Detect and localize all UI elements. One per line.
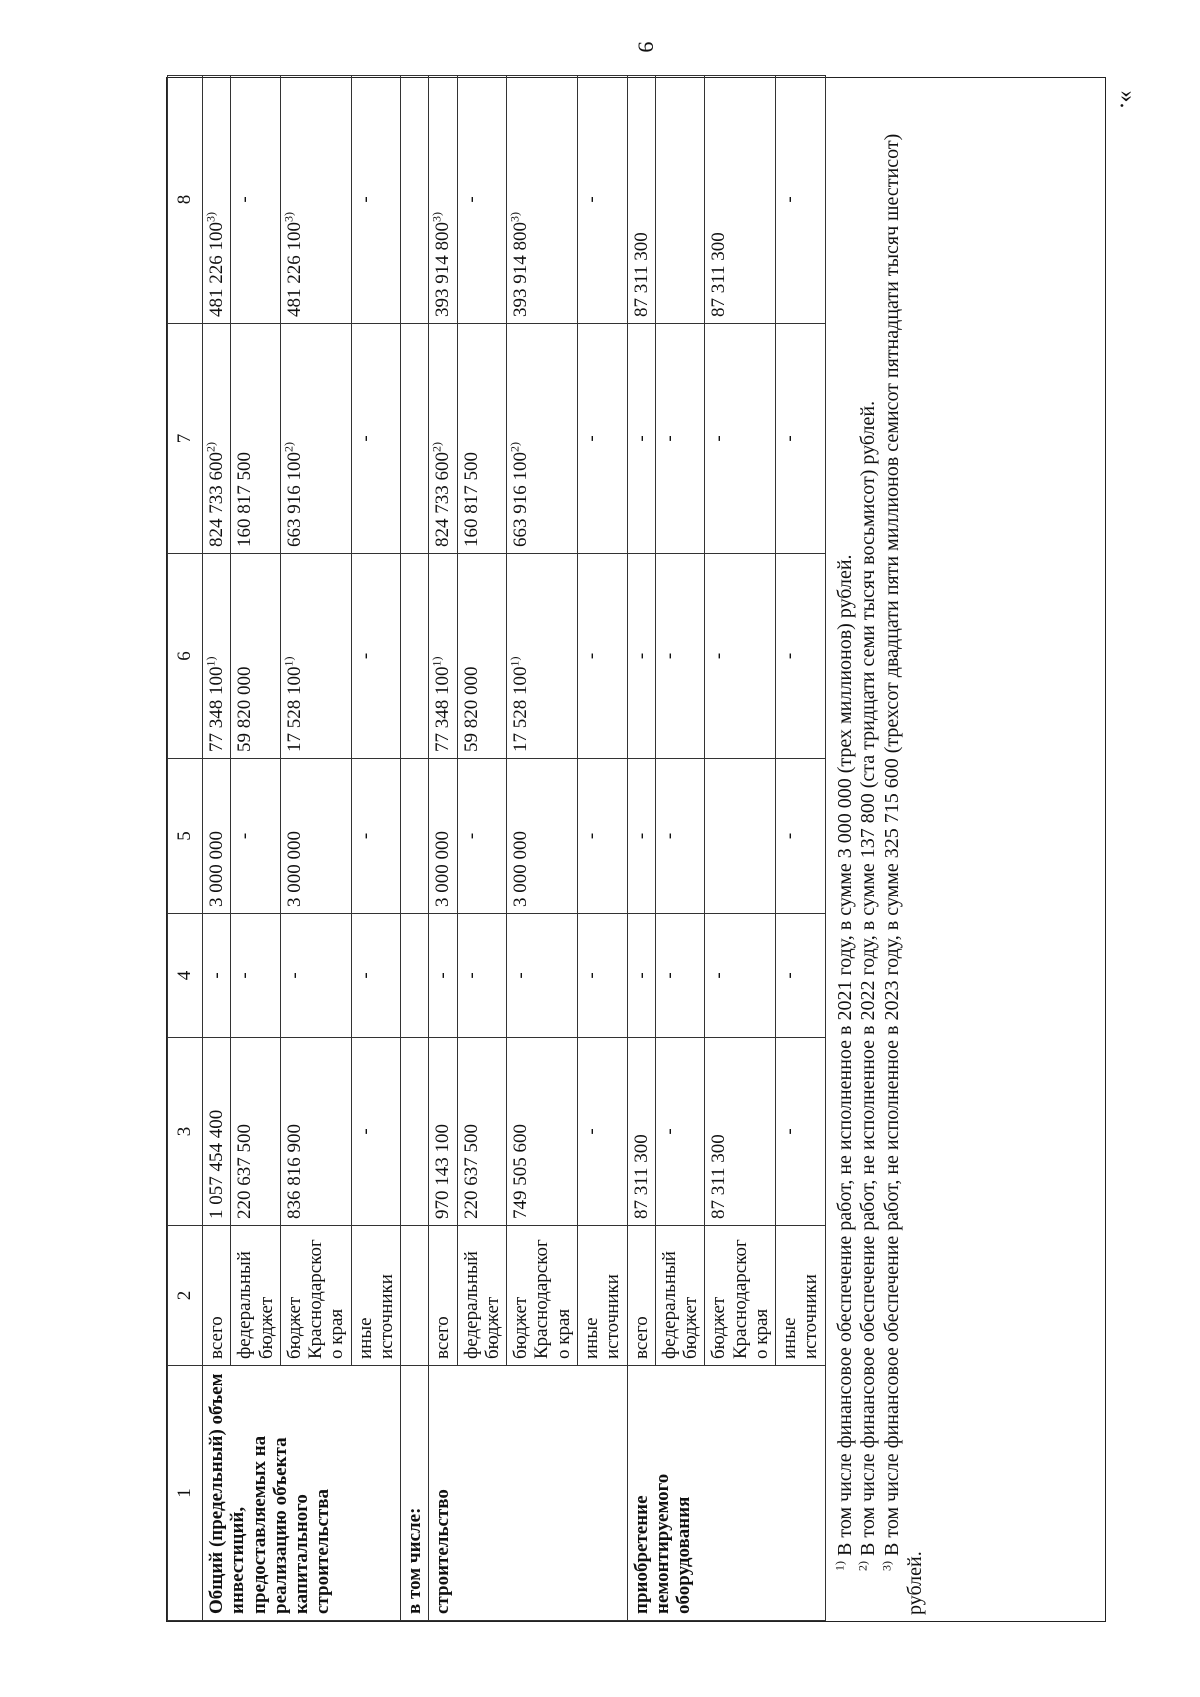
value-cell-c4 (429, 914, 457, 1038)
footnote-mark: 3) (879, 1561, 894, 1571)
value-cell-c8 (627, 76, 655, 324)
value-text: 836 816 900 (283, 1124, 305, 1219)
funding-source: иные источники (577, 1226, 627, 1366)
funding-source: всего (429, 1226, 457, 1366)
value-cell-c4 (231, 914, 281, 1038)
value-text: - (708, 972, 730, 979)
value-text: - (658, 1128, 680, 1135)
section-title: строительство (429, 1366, 627, 1621)
value-text: - (708, 435, 730, 442)
empty-cell (401, 1038, 429, 1226)
footnote-3 (881, 84, 928, 1615)
document-frame (166, 77, 1106, 1622)
value-text: 663 916 100 (510, 452, 532, 547)
value-text: 59 820 000 (234, 666, 256, 752)
value-cell-c7 (627, 324, 655, 554)
value-cell-c8 (577, 76, 627, 324)
value-cell-c5 (457, 759, 507, 914)
funding-source: иные источники (776, 1226, 826, 1366)
value-text: - (658, 652, 680, 660)
footnote-mark: 1) (831, 1561, 846, 1571)
value-cell-c4 (280, 914, 351, 1038)
footnote-ref: 1) (507, 656, 522, 667)
value-text: - (779, 832, 801, 840)
footnote-1 (831, 84, 858, 1615)
footnote-ref: 1) (281, 656, 296, 667)
value-text: 77 348 100 (432, 666, 454, 752)
value-cell-c5 (429, 759, 457, 914)
value-text: - (580, 1128, 602, 1135)
value-cell-c3 (705, 1038, 776, 1226)
footnote-ref: 2) (430, 442, 445, 452)
value-cell-c5 (507, 759, 578, 914)
column-header-7: 7 (168, 324, 203, 554)
value-cell-c3 (577, 1038, 627, 1226)
value-cell-c5 (577, 759, 627, 914)
value-cell-c7 (457, 324, 507, 554)
empty-cell (401, 914, 429, 1038)
section-title: Общий (предельный) объем инвестиций, предоставляемых на реализацию объекта капитального строительства (203, 1366, 401, 1621)
table-row (627, 76, 655, 1621)
value-text: - (580, 435, 602, 442)
value-cell-c3 (429, 1038, 457, 1226)
section-title: в том числе: (401, 1366, 429, 1621)
value-text: - (234, 972, 256, 979)
value-text: 824 733 600 (432, 452, 454, 547)
value-text: 17 528 100 (510, 666, 532, 752)
value-text: - (432, 972, 454, 979)
value-cell-c7 (705, 324, 776, 554)
value-cell-c4 (577, 914, 627, 1038)
value-cell-c6 (351, 554, 401, 759)
value-cell-c8 (776, 76, 826, 324)
funding-source: всего (203, 1226, 231, 1366)
value-text: - (580, 652, 602, 660)
value-text: 17 528 100 (283, 666, 305, 752)
value-text: - (354, 435, 376, 442)
value-text: - (779, 972, 801, 979)
column-header-6: 6 (168, 554, 203, 759)
funding-source: федеральный бюджет (457, 1226, 507, 1366)
value-text: - (658, 832, 680, 840)
closing-quote: ». (1114, 90, 1141, 109)
value-text: - (510, 972, 532, 979)
footnotes (826, 78, 932, 1621)
value-text: - (630, 972, 652, 979)
funding-source: федеральный бюджет (231, 1226, 281, 1366)
value-text: - (580, 972, 602, 979)
column-header-2: 2 (168, 1226, 203, 1366)
value-text: 59 820 000 (460, 666, 482, 752)
value-cell-c5 (655, 759, 705, 914)
funding-source: бюджет Краснодарского края (507, 1226, 578, 1366)
value-cell-c4 (507, 914, 578, 1038)
value-cell-c6 (705, 554, 776, 759)
value-cell-c6 (507, 554, 578, 759)
footnote-ref: 2) (507, 442, 522, 452)
value-cell-c3 (655, 1038, 705, 1226)
value-text: - (460, 196, 482, 203)
value-cell-c7 (203, 324, 231, 554)
value-text: - (779, 652, 801, 660)
empty-cell (401, 324, 429, 554)
page-number: 9 (633, 41, 659, 53)
section-row (401, 76, 429, 1621)
value-text: - (354, 832, 376, 840)
value-text: - (779, 196, 801, 203)
footnote-2 (857, 84, 881, 1615)
value-text: 3 000 000 (432, 831, 454, 907)
value-text: - (658, 972, 680, 979)
column-header-1: 1 (168, 1366, 203, 1621)
value-text: - (460, 832, 482, 840)
value-text: 160 817 500 (460, 452, 482, 547)
value-cell-c3 (457, 1038, 507, 1226)
value-cell-c3 (507, 1038, 578, 1226)
value-text: - (630, 435, 652, 442)
value-cell-c5 (627, 759, 655, 914)
value-text: 663 916 100 (283, 452, 305, 547)
value-text: 481 226 100 (206, 222, 227, 317)
value-text: - (234, 832, 256, 840)
value-cell-c6 (627, 554, 655, 759)
value-text: 393 914 800 (510, 222, 532, 317)
value-cell-c7 (507, 324, 578, 554)
value-text: - (460, 972, 482, 979)
value-cell-c4 (705, 914, 776, 1038)
value-text: 3 000 000 (510, 831, 532, 907)
value-cell-c8 (351, 76, 401, 324)
value-text: - (658, 435, 680, 442)
value-cell-c7 (429, 324, 457, 554)
value-text: 87 311 300 (630, 232, 652, 317)
value-text: - (234, 196, 256, 203)
value-cell-c8 (705, 76, 776, 324)
value-text: 160 817 500 (234, 452, 256, 547)
value-cell-c7 (577, 324, 627, 554)
column-header-8: 8 (168, 76, 203, 324)
value-cell-c6 (231, 554, 281, 759)
investment-table (167, 75, 826, 1621)
value-cell-c5 (280, 759, 351, 914)
column-header-3: 3 (168, 1038, 203, 1226)
value-cell-c5 (351, 759, 401, 914)
value-cell-c4 (457, 914, 507, 1038)
value-cell-c8 (655, 76, 705, 324)
footnote-ref: 3) (430, 212, 445, 222)
value-cell-c3 (351, 1038, 401, 1226)
empty-cell (401, 1226, 429, 1366)
value-cell-c3 (203, 1038, 231, 1226)
value-text: - (580, 196, 602, 203)
funding-source: бюджет Краснодарского края (705, 1226, 776, 1366)
empty-cell (401, 554, 429, 759)
footnote-ref: 3) (203, 212, 218, 222)
value-cell-c3 (231, 1038, 281, 1226)
value-text: - (354, 1128, 376, 1135)
value-text: - (206, 972, 227, 979)
footnote-ref: 3) (507, 212, 522, 222)
value-cell-c8 (231, 76, 281, 324)
value-text: - (630, 832, 652, 840)
value-text: - (708, 652, 730, 660)
value-cell-c8 (457, 76, 507, 324)
value-cell-c7 (351, 324, 401, 554)
value-cell-c6 (280, 554, 351, 759)
value-text: 220 637 500 (460, 1124, 482, 1219)
value-cell-c6 (203, 554, 231, 759)
value-cell-c5 (776, 759, 826, 914)
funding-source: бюджет Краснодарского края (280, 1226, 351, 1366)
header-row (168, 76, 203, 1621)
value-cell-c6 (655, 554, 705, 759)
value-text: 77 348 100 (206, 666, 227, 752)
value-text: 87 311 300 (708, 1134, 730, 1219)
value-cell-c7 (776, 324, 826, 554)
value-text: 824 733 600 (206, 452, 227, 547)
value-cell-c4 (203, 914, 231, 1038)
column-header-5: 5 (168, 759, 203, 914)
value-text: 3 000 000 (283, 831, 305, 907)
value-cell-c6 (429, 554, 457, 759)
footnote-text: В том числе финансовое обеспечение работ, не исполненное в 2021 году, в сумме 3 000 000 (трех миллионов) рублей. (833, 554, 856, 1561)
value-cell-c4 (655, 914, 705, 1038)
value-text: 1 057 454 400 (206, 1109, 227, 1219)
footnote-ref: 1) (430, 656, 445, 667)
value-cell-c4 (351, 914, 401, 1038)
value-cell-c5 (705, 759, 776, 914)
value-text: - (283, 972, 305, 979)
value-cell-c3 (776, 1038, 826, 1226)
table-row (429, 76, 457, 1621)
footnote-ref: 1) (203, 656, 218, 667)
value-cell-c5 (203, 759, 231, 914)
column-header-4: 4 (168, 914, 203, 1038)
value-text: - (580, 832, 602, 840)
value-cell-c7 (280, 324, 351, 554)
value-cell-c3 (280, 1038, 351, 1226)
value-text: 220 637 500 (234, 1124, 256, 1219)
value-text: - (630, 652, 652, 660)
value-text: - (779, 1128, 801, 1135)
footnote-mark: 2) (855, 1561, 870, 1571)
value-text: 393 914 800 (432, 222, 454, 317)
value-cell-c8 (203, 76, 231, 324)
empty-cell (401, 759, 429, 914)
value-cell-c3 (627, 1038, 655, 1226)
value-text: - (779, 435, 801, 442)
value-cell-c7 (231, 324, 281, 554)
empty-cell (401, 76, 429, 324)
footnote-ref: 2) (203, 442, 218, 452)
value-cell-c6 (457, 554, 507, 759)
value-text: - (354, 652, 376, 660)
value-cell-c4 (627, 914, 655, 1038)
value-text: 87 311 300 (708, 232, 730, 317)
footnote-text: В том числе финансовое обеспечение работ, не исполненное в 2023 году, в сумме 325 715 600 (трехсот двадцати пяти миллионов семисот пятнадцати тысяч шестисот) рублей. (880, 133, 927, 1615)
value-cell-c6 (776, 554, 826, 759)
value-text: 3 000 000 (206, 831, 227, 907)
table-row (203, 76, 231, 1621)
value-cell-c8 (507, 76, 578, 324)
section-title: приобретение немонтируемого оборудования (627, 1366, 825, 1621)
footnote-ref: 3) (281, 212, 296, 222)
funding-source: федеральный бюджет (655, 1226, 705, 1366)
value-text: 481 226 100 (283, 222, 305, 317)
value-cell-c4 (776, 914, 826, 1038)
value-cell-c7 (655, 324, 705, 554)
footnote-text: В том числе финансовое обеспечение работ, не исполненное в 2022 году, в сумме 137 800 (ста тридцати семи тысяч восьмисот) рублей. (857, 400, 880, 1561)
footnote-ref: 2) (281, 442, 296, 452)
funding-source: всего (627, 1226, 655, 1366)
value-cell-c5 (231, 759, 281, 914)
value-text: - (354, 972, 376, 979)
value-cell-c8 (429, 76, 457, 324)
value-text: 749 505 600 (510, 1124, 532, 1219)
value-cell-c8 (280, 76, 351, 324)
value-text: 87 311 300 (630, 1134, 652, 1219)
value-text: 970 143 100 (432, 1124, 454, 1219)
value-cell-c6 (577, 554, 627, 759)
value-text: - (354, 196, 376, 203)
funding-source: иные источники (351, 1226, 401, 1366)
